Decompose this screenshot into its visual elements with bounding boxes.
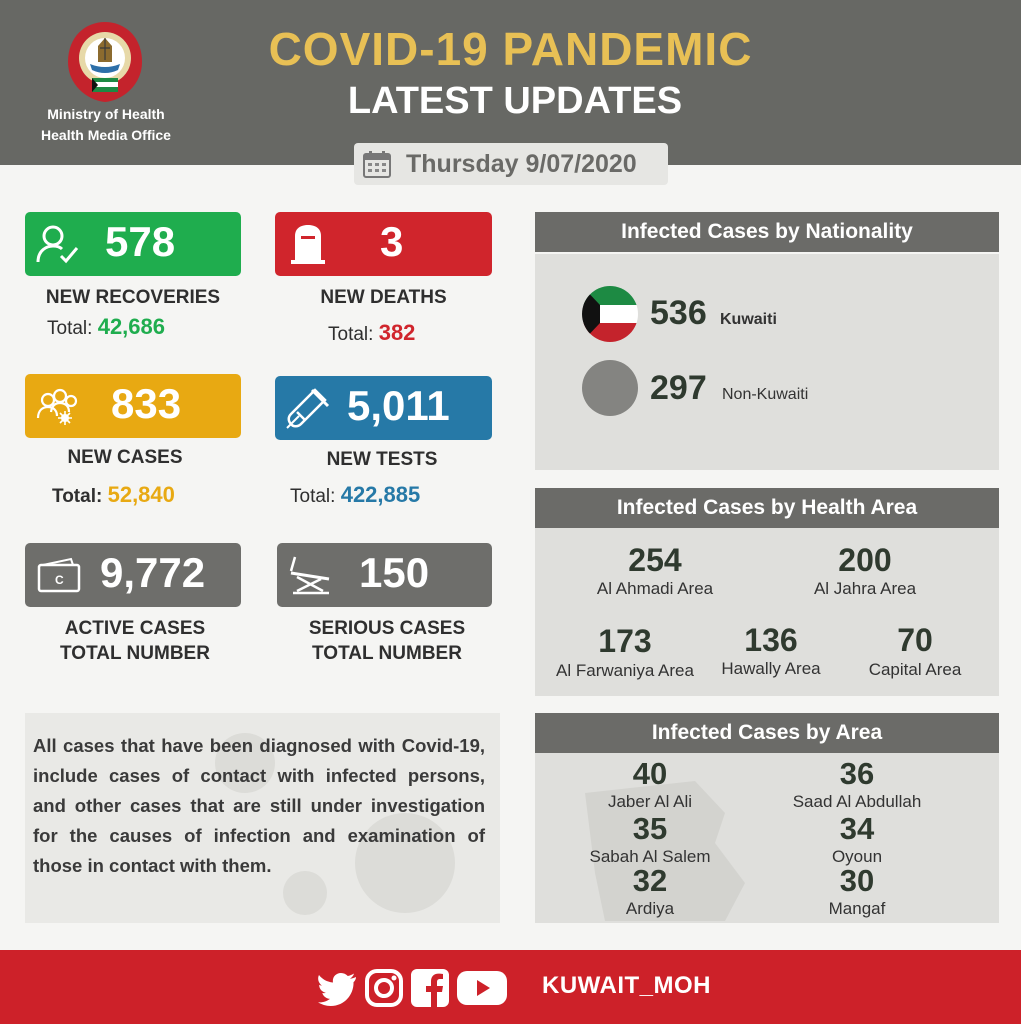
facebook-icon[interactable] <box>410 968 450 1008</box>
cases-value: 833 <box>111 380 182 427</box>
user-check-icon <box>35 222 81 266</box>
nationality-panel <box>535 254 999 470</box>
tests-label: NEW TESTS <box>326 449 438 470</box>
social-handle[interactable]: KUWAIT_MOH <box>542 972 711 999</box>
serious-value: 150 <box>359 549 430 596</box>
health-area-label: Al Jahra Area <box>813 579 917 598</box>
serious-tile <box>277 543 492 607</box>
footer-bar <box>0 950 1021 1024</box>
group-virus-icon <box>35 384 81 428</box>
deaths-total-label: Total: <box>328 324 374 345</box>
area-value: 35 <box>632 811 668 846</box>
tombstone-icon <box>285 222 331 266</box>
recoveries-tile <box>25 212 241 276</box>
health-area-panel <box>535 528 999 696</box>
cases-total-value: 52,840 <box>107 482 175 507</box>
tests-value: 5,011 <box>347 382 450 429</box>
recoveries-label: NEW RECOVERIES <box>45 287 221 308</box>
non-kuwaiti-label: Non-Kuwaiti <box>722 386 809 403</box>
test-tube-icon <box>285 386 331 430</box>
org-name: Ministry of Health <box>47 106 165 122</box>
cases-total-label: Total: <box>52 486 103 507</box>
recoveries-total <box>47 314 165 340</box>
active-value: 9,772 <box>100 549 206 596</box>
health-area-value: 70 <box>897 622 933 658</box>
stretcher-icon <box>287 553 333 597</box>
area-label: Oyoun <box>831 847 883 866</box>
active-label-1: ACTIVE CASES <box>64 618 206 639</box>
svg-text:C: C <box>55 573 64 587</box>
page-subtitle: LATEST UPDATES <box>347 80 683 122</box>
kuwait-flag-icon <box>582 286 638 342</box>
kuwaiti-value: 536 <box>650 294 707 332</box>
area-label: Jaber Al Ali <box>607 792 693 811</box>
area-value: 36 <box>839 756 875 791</box>
health-area-value: 254 <box>628 542 682 578</box>
instagram-icon[interactable] <box>364 968 404 1008</box>
recoveries-total-label: Total: <box>47 318 93 339</box>
active-tile <box>25 543 241 607</box>
youtube-icon[interactable] <box>456 968 508 1008</box>
area-panel <box>535 753 999 923</box>
cases-definition-note <box>25 713 500 923</box>
kuwaiti-label: Kuwaiti <box>720 311 777 328</box>
non-kuwaiti-circle-icon <box>582 360 638 416</box>
cases-tile <box>25 374 241 438</box>
report-date: Thursday 9/07/2020 <box>406 150 637 178</box>
health-area-header: Infected Cases by Health Area <box>535 488 999 528</box>
deaths-label: NEW DEATHS <box>320 287 447 308</box>
cases-total <box>52 482 175 508</box>
area-value: 32 <box>632 863 668 898</box>
cases-label: NEW CASES <box>67 447 183 468</box>
health-area-label: Al Ahmadi Area <box>596 579 714 598</box>
area-header: Infected Cases by Area <box>535 713 999 753</box>
deaths-tile <box>275 212 492 276</box>
twitter-icon[interactable] <box>318 968 358 1008</box>
deaths-value: 3 <box>380 218 404 265</box>
tests-total-value: 422,885 <box>340 482 421 507</box>
area-label: Saad Al Abdullah <box>792 792 922 811</box>
note-text: All cases that have been diagnosed with Covid-19, include cases of contact with infected persons, and other cases that are still under investigation for the causes of infection and examination of those in contact with them. <box>33 735 485 876</box>
active-label-2: TOTAL NUMBER <box>60 643 210 664</box>
serious-label-1: SERIOUS CASES <box>308 618 466 639</box>
health-area-label: Hawally Area <box>721 659 821 678</box>
tests-total <box>290 482 420 508</box>
health-area-value: 173 <box>598 623 652 659</box>
health-area-label: Al Farwaniya Area <box>556 661 694 680</box>
deaths-total-value: 382 <box>378 320 416 345</box>
area-value: 40 <box>632 756 668 791</box>
health-area-label: Capital Area <box>868 660 962 679</box>
tests-total-label: Total: <box>290 486 336 507</box>
header-banner <box>0 0 1021 165</box>
area-value: 34 <box>839 811 875 846</box>
page-title: COVID-19 PANDEMIC <box>268 23 753 75</box>
tests-tile <box>275 376 492 440</box>
area-label: Ardiya <box>625 899 675 918</box>
calendar-icon <box>362 149 392 179</box>
area-value: 30 <box>839 863 875 898</box>
area-label: Mangaf <box>828 899 886 918</box>
deaths-total <box>328 320 415 346</box>
area-label: Sabah Al Salem <box>589 847 711 866</box>
org-office: Health Media Office <box>41 127 171 143</box>
recoveries-total-value: 42,686 <box>97 314 165 339</box>
wallet-icon <box>35 553 81 597</box>
serious-label-2: TOTAL NUMBER <box>312 643 462 664</box>
health-area-value: 200 <box>838 542 892 578</box>
date-badge <box>354 143 668 185</box>
recoveries-value: 578 <box>105 218 176 265</box>
non-kuwaiti-value: 297 <box>650 369 707 407</box>
health-area-value: 136 <box>744 622 798 658</box>
nationality-header: Infected Cases by Nationality <box>535 212 999 252</box>
